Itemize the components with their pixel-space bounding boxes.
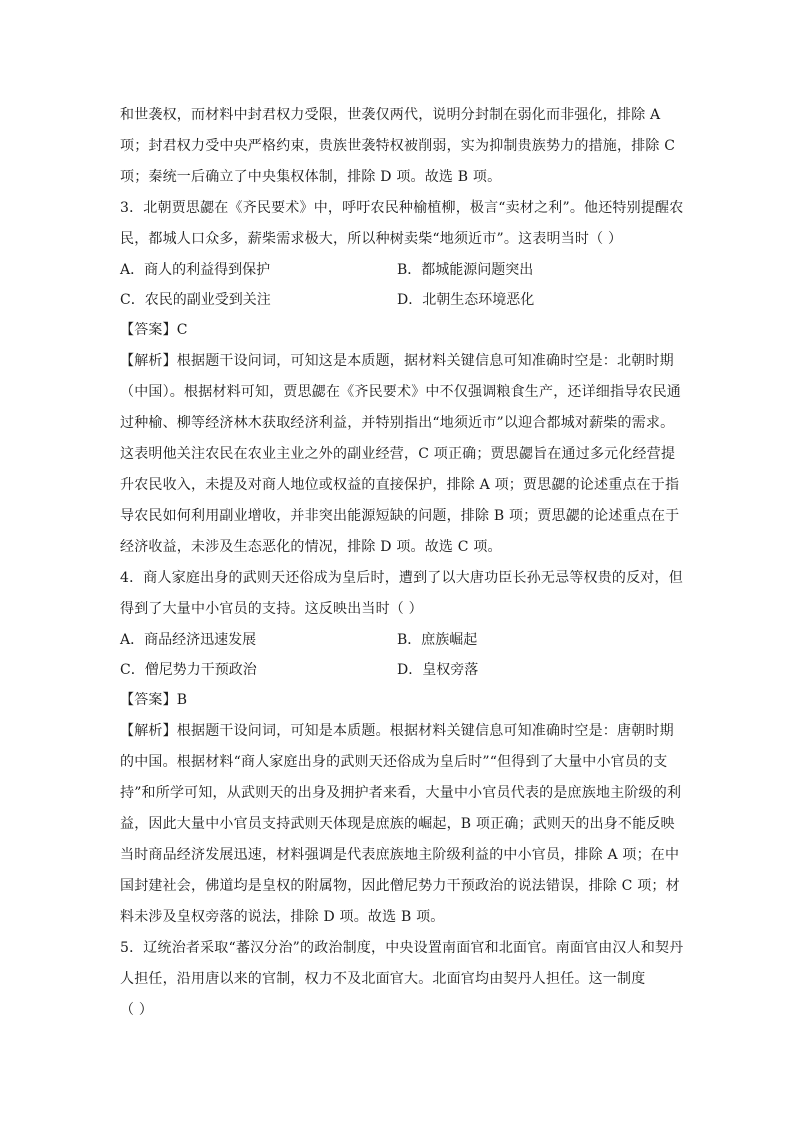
options-row (120, 625, 680, 655)
analysis-line: 【解析】根据题干设问词，可知这是本质题，据材料关键信息可知准确时空是：北朝时期 (120, 353, 674, 369)
option-b: B．都城能源问题突出 (397, 262, 534, 278)
text-line: 项；封君权力受中央严格约束，贵族世袭特权被削弱，实为抑制贵族势力的措施，排除 C (120, 138, 676, 154)
question-stem-line: 4．商人家庭出身的武则天还俗成为皇后时，遭到了以大唐功臣长孙无忌等权贵的反对，但 (120, 570, 683, 586)
document-page (120, 100, 684, 1026)
option-d: D．北朝生态环境恶化 (397, 292, 535, 308)
option-b: B．庶族崛起 (397, 632, 478, 648)
text-line: 和世袭权，而材料中封君权力受限，世袭仅两代，说明分封制在弱化而非强化，排除 A (120, 107, 661, 123)
option-a: A．商品经济迅速发展 (120, 632, 257, 648)
analysis-line: 的中国。根据材料“商人家庭出身的武则天还俗成为皇后时”“但得到了大量中小官员的支 (120, 754, 668, 770)
analysis-line: 这表明他关注农民在农业主业之外的副业经营，C 项正确；贾思勰旨在通过多元化经营提 (120, 446, 676, 462)
previous-analysis-continuation (120, 100, 680, 193)
analysis-line: 经济收益，未涉及生态恶化的情况，排除 D 项。故选 C 项。 (120, 539, 502, 555)
answer-line: 【答案】C (120, 322, 188, 338)
options-row (120, 285, 680, 315)
question-3 (120, 193, 684, 563)
question-stem-line: 人担任，沿用唐以来的官制，权力不及北面官大。北面官均由契丹人担任。这一制度 (120, 971, 646, 987)
options-row (120, 655, 680, 685)
option-c: C．僧尼势力干预政治 (120, 662, 257, 678)
options-row (120, 255, 680, 285)
analysis-line: 国封建社会，佛道均是皇权的附属物，因此僧尼势力干预政治的说法错误，排除 C 项；材 (120, 878, 680, 894)
question-stem-line: 3．北朝贾思勰在《齐民要术》中，呼吁农民种榆植柳，极言“卖材之利”。他还特别提醒农 (120, 200, 684, 216)
option-d: D．皇权旁落 (397, 662, 479, 678)
analysis-line: 料未涉及皇权旁落的说法，排除 D 项。故选 B 项。 (120, 909, 445, 925)
analysis-line: 过种榆、柳等经济林木获取经济利益，并特别指出“地须近市”以迎合都城对薪柴的需求。 (120, 415, 675, 431)
analysis-line: 【解析】根据题干设问词，可知是本质题。根据材料关键信息可知准确时空是：唐朝时期 (120, 723, 674, 739)
question-stem-line: （ ） (120, 1002, 154, 1018)
question-stem-line: 得到了大量中小官员的支持。这反映出当时（ ） (120, 601, 423, 617)
analysis-line: 益，因此大量中小官员支持武则天体现是庶族的崛起，B 项正确；武则天的出身不能反映 (120, 816, 675, 832)
text-line: 项；秦统一后确立了中央集权体制，排除 D 项。故选 B 项。 (120, 169, 502, 185)
option-a: A．商人的利益得到保护 (120, 262, 271, 278)
option-c: C．农民的副业受到关注 (120, 292, 271, 308)
analysis-line: 持”和所学可知，从武则天的出身及拥护者来看，大量中小官员代表的是庶族地主阶级的利 (120, 785, 682, 801)
question-stem-line: 民，都城人口众多，薪柴需求极大，所以种树卖柴“地须近市”。这表明当时（ ） (120, 231, 623, 247)
question-stem-line: 5．辽统治者采取“蕃汉分治”的政治制度，中央设置南面官和北面官。南面官由汉人和契丹 (120, 940, 684, 956)
answer-line: 【答案】B (120, 692, 188, 708)
question-5 (120, 933, 684, 1026)
analysis-line: 导农民如何利用副业增收，并非突出能源短缺的问题，排除 B 项；贾思勰的论述重点在于 (120, 508, 680, 524)
analysis-line: 当时商品经济发展迅速，材料强调是代表庶族地主阶级利益的中小官员，排除 A 项；在中 (120, 847, 680, 863)
question-4 (120, 563, 683, 933)
analysis-line: （中国）。根据材料可知，贾思勰在《齐民要术》中不仅强调粮食生产，还详细指导农民通 (120, 384, 681, 400)
analysis-line: 升农民收入，未提及对商人地位或权益的直接保护，排除 A 项；贾思勰的论述重点在于指 (120, 477, 680, 493)
